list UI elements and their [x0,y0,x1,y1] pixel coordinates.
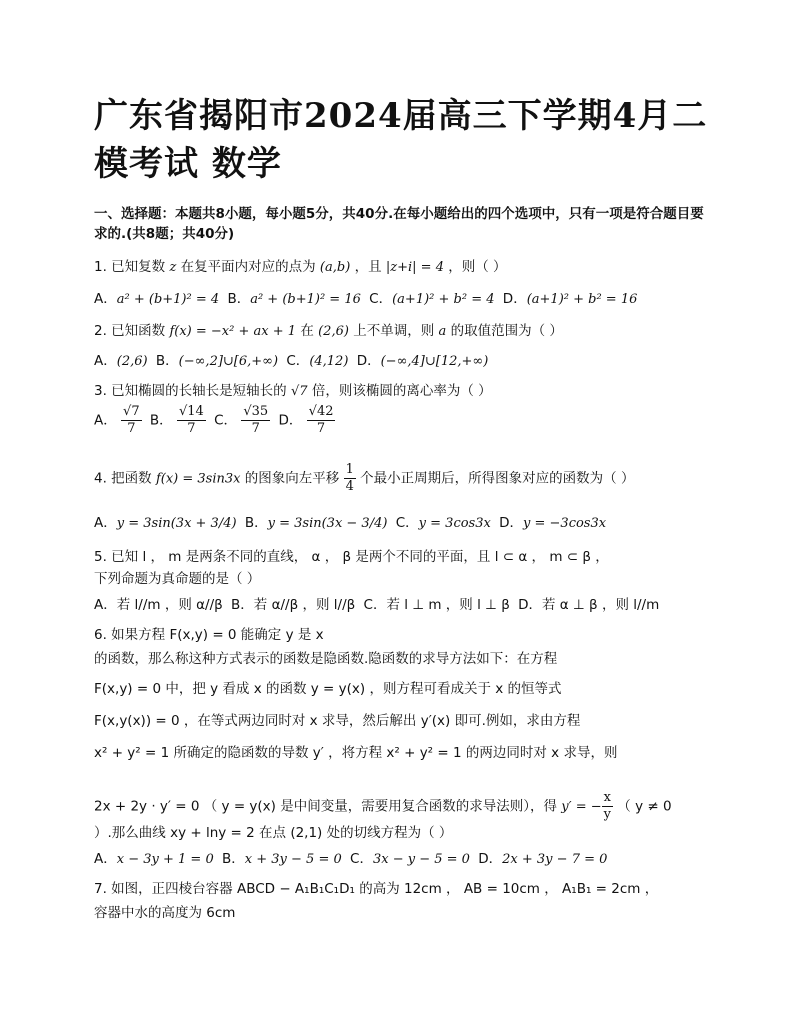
option-c[interactable]: (4,12) [309,354,349,369]
frac-num: √7 [123,404,140,419]
option-label: A． [94,353,117,369]
option-label: D． [518,597,543,613]
question-6-line-2: 的函数，那么称这种方式表示的函数是隐函数.隐函数的求导方法如下：在方程 [94,651,558,667]
q2-text: 的取值范围为（ ） [450,323,563,339]
option-label: C． [363,597,387,613]
q2-math: f(x) = −x² + ax + 1 [169,324,297,339]
option-a[interactable] [121,404,142,437]
option-d[interactable]: (a+1)² + b² = 16 [526,292,638,307]
option-label: D． [478,851,503,867]
option-label: C． [286,353,310,369]
question-5-stem: 5. 已知 l ， m 是两条不同的直线， α ， β 是两个不同的平面，且 l ⊂ α ， m ⊂ β ， [94,549,609,565]
option-label: B． [227,291,251,307]
option-label: C． [395,515,419,531]
q1-math: z [169,260,177,275]
question-5-stem-2: 下列命题为真命题的是（ ） [94,571,261,587]
frac-num: x [603,790,611,805]
option-d[interactable]: 2x + 3y − 7 = 0 [502,852,608,867]
option-label: A． [94,291,117,307]
option-label: B． [244,515,268,531]
option-label: A． [94,515,117,531]
q2-math: (2,6) [318,324,349,339]
option-d[interactable] [307,404,336,437]
frac-den: 7 [316,421,326,436]
q6-text: 2x + 2y · y′ = 0 （ y = y(x) 是中间变量，需要用复合函数的求导法则），得 [94,798,557,815]
q6-math: y′ = − [561,799,602,815]
q3-math: √7 [290,384,308,399]
frac-num: 1 [345,462,354,477]
option-a[interactable]: (2,6) [116,354,148,369]
option-label: D． [502,291,527,307]
option-a[interactable]: x − 3y + 1 = 0 [116,852,214,867]
option-b[interactable]: 若 α//β ，则 l//β [253,597,356,613]
question-3-options [94,404,339,437]
q4-math: f(x) = 3sin3x [155,471,241,487]
question-4-stem [94,462,634,495]
question-6-line-4: F(x,y(x)) = 0 ，在等式两边同时对 x 求导，然后解出 y′(x) 即可.例如，求由方程 [94,713,581,729]
question-7-line-2: 容器中水的高度为 6cm [94,905,236,921]
option-label: B． [231,597,254,613]
q6-text: （ y ≠ 0 [617,798,672,815]
option-label: D． [356,353,381,369]
option-d[interactable]: y = −3cos3x [523,516,607,531]
question-5-options [94,596,663,614]
question-6-line-6 [94,790,672,823]
option-c[interactable]: 3x − y − 5 = 0 [372,852,470,867]
q1-text: ，则（ ） [448,259,507,275]
question-6-options [94,850,611,869]
question-6-line-3: F(x,y) = 0 中，把 y 看成 x 的函数 y = y(x) ，则方程可看成关于 x 的恒等式 [94,681,562,697]
q6-fraction [602,790,613,823]
option-label: D． [499,515,524,531]
question-2-stem [94,322,563,341]
frac-den: 7 [187,421,196,436]
q2-text: 2. 已知函数 [94,323,166,339]
frac-den: 7 [251,421,260,436]
option-d[interactable]: (−∞,4]∪[12,+∞) [380,354,489,369]
question-6-line-1: 6. 如果方程 F(x,y) = 0 能确定 y 是 x [94,627,324,643]
option-b[interactable]: (−∞,2]∪[6,+∞) [178,354,279,369]
q2-text: 在 [300,323,314,339]
frac-den: y [603,807,611,822]
question-3-stem [94,382,492,401]
option-c[interactable]: y = 3cos3x [418,516,491,531]
section-header: 一、选择题：本题共8小题，每小题5分，共40分.在每小题给出的四个选项中，只有一项是符合题目要求的.(共8题；共40分) [94,206,704,242]
option-b[interactable]: x + 3y − 5 = 0 [244,852,342,867]
question-4-options [94,514,610,533]
frac-den: 4 [345,479,354,494]
option-label: A． [94,412,117,429]
option-d[interactable]: 若 α ⊥ β ，则 l//m [542,597,660,613]
q1-text: 1. 已知复数 [94,259,166,275]
frac-den: 7 [127,421,136,436]
option-b[interactable]: a² + (b+1)² = 16 [250,292,361,307]
option-label: A． [94,597,117,613]
q3-text: 倍，则该椭圆的离心率为（ ） [311,383,492,399]
option-label: B． [149,412,173,429]
option-a[interactable]: a² + (b+1)² = 4 [116,292,220,307]
frac-num: √42 [308,404,334,419]
q1-text: 在复平面内对应的点为 [180,259,316,275]
question-7-line-1: 7. 如图，正四棱台容器 ABCD − A₁B₁C₁D₁ 的高为 12cm ， AB = 10cm ， A₁B₁ = 2cm ， [94,881,659,897]
frac-num: √14 [178,404,204,419]
option-label: A． [94,851,117,867]
q3-text: 3. 已知椭圆的长轴长是短轴长的 [94,383,287,399]
option-c[interactable]: 若 l ⊥ m ，则 l ⊥ β [386,597,510,613]
q1-math: (a,b) [319,260,351,275]
question-1-options [94,290,641,309]
q1-text: ，且 [354,259,382,275]
option-b[interactable]: y = 3sin(3x − 3/4) [267,516,388,531]
page-title: 广东省揭阳市2024届高三下学期4月二模考试 数学 [94,96,708,184]
option-label: C． [214,412,238,429]
option-label: B． [155,353,179,369]
question-6-line-5: x² + y² = 1 所确定的隐函数的导数 y′ ，将方程 x² + y² = 1 的两边同时对 x 求导，则 [94,745,618,761]
question-2-options [94,352,492,371]
option-a[interactable]: 若 l//m ，则 α//β [116,597,223,613]
option-label: C． [369,291,393,307]
q4-text: 4. 把函数 [94,470,152,487]
option-label: B． [222,851,245,867]
q1-math: |z+i| = 4 [385,260,444,275]
option-label: C． [350,851,373,867]
question-6-line-7: ）.那么曲线 xy + lny = 2 在点 (2,1) 处的切线方程为（ ） [94,825,453,841]
q4-text: 个最小正周期后，所得图象对应的函数为（ ） [360,470,635,487]
q4-text: 的图象向左平移 [244,470,340,487]
q4-fraction [344,462,356,495]
option-a[interactable]: y = 3sin(3x + 3/4) [116,516,237,531]
q2-math: a [438,324,447,339]
question-1-stem [94,258,507,277]
q2-text: 上不单调，则 [353,323,435,339]
frac-num: √35 [243,404,269,419]
option-c[interactable] [241,404,270,437]
option-c[interactable]: (a+1)² + b² = 4 [392,292,495,307]
option-b[interactable] [177,404,206,437]
option-label: D． [278,412,303,429]
